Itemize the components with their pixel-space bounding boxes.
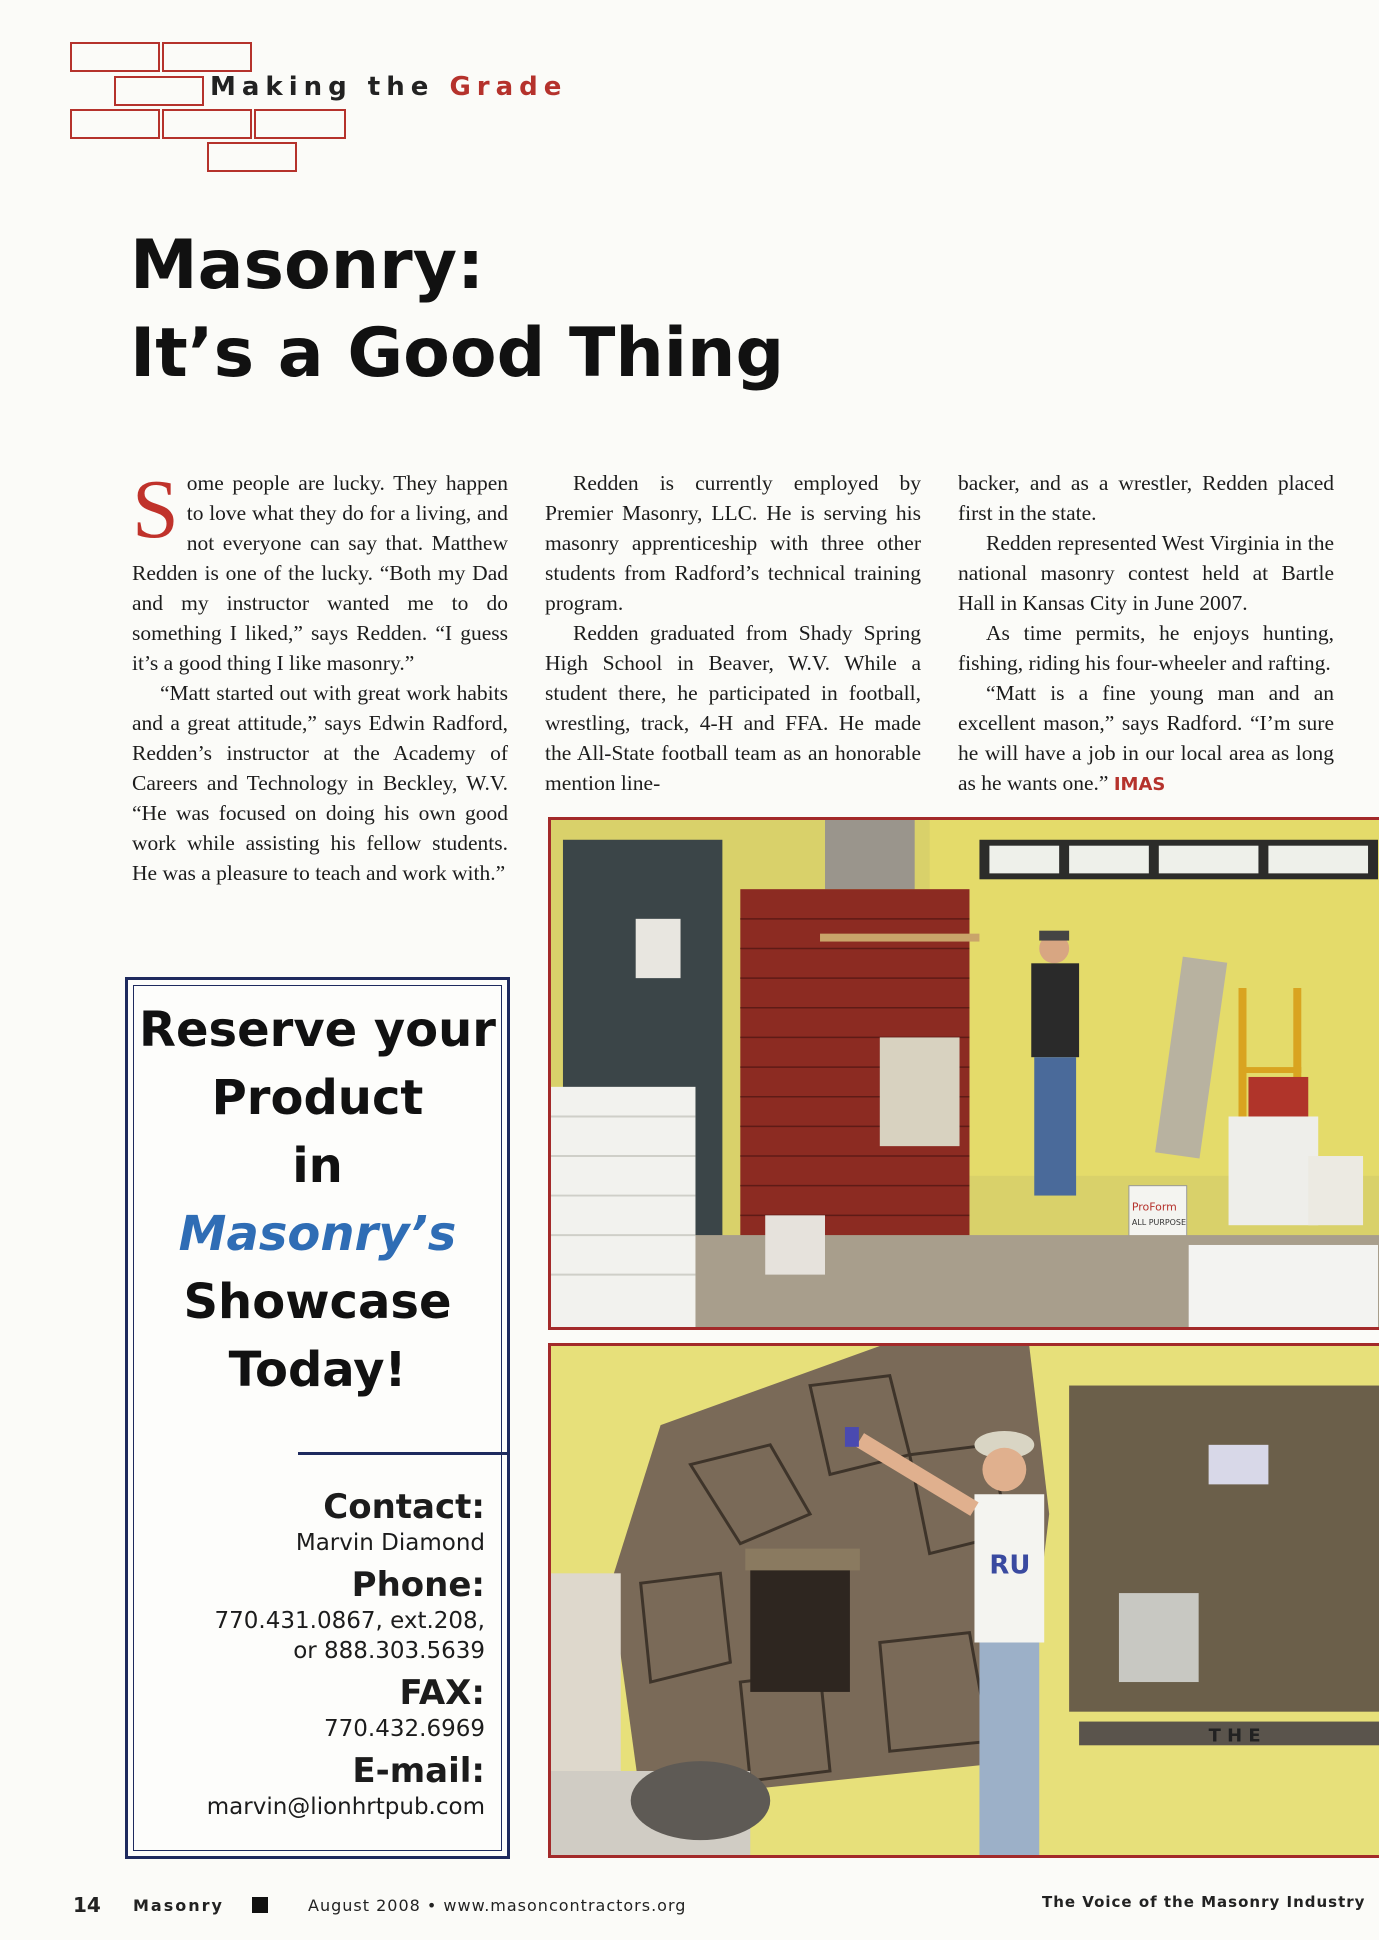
section-label	[210, 72, 567, 102]
article-paragraph: “Matt started out with great work habits and a great attitude,” says Edwin Radford, Redden’s instructor at the Academy of Careers and Technology in Beckley, W.V. “He was focused on doing his own good work while assisting his fellow students. He was a pleasure to teach and work with.”	[132, 681, 508, 885]
article-paragraph	[132, 463, 508, 678]
phone-number-alt: or 888.303.5639	[293, 1638, 485, 1664]
logo-brick	[114, 76, 204, 106]
ad-divider	[298, 1452, 510, 1455]
fax-label: FAX:	[399, 1673, 485, 1713]
drop-cap: S	[132, 463, 179, 556]
article-paragraph: Redden graduated from Shady Spring High School in Beaver, W.V. While a student there, he participated in football, wrestling, track, 4-H and FFA. He made the All-State football team as an honorable mention line-	[545, 621, 921, 795]
logo-brick	[70, 109, 160, 139]
ad-headline	[128, 996, 507, 1404]
section-label-prefix: Making the	[210, 72, 435, 102]
article-column-3	[958, 468, 1334, 800]
magazine-name: Masonry	[133, 1896, 224, 1915]
bucket-label: ProForm	[1131, 1200, 1177, 1214]
article-paragraph: As time permits, he enjoys hunting, fishing, riding his four-wheeler and rafting.	[958, 621, 1334, 675]
article-title-line2: It’s a Good Thing	[130, 314, 785, 393]
logo-brick	[254, 109, 346, 139]
phone-label: Phone:	[351, 1565, 485, 1605]
article-title-line1: Masonry:	[130, 226, 485, 305]
ad-headline-line: Today!	[228, 1342, 407, 1398]
logo-brick	[207, 142, 297, 172]
section-label-accent: Grade	[449, 72, 568, 102]
phone-number: 770.431.0867, ext.208,	[214, 1608, 485, 1634]
paragraph-text: “Matt is a fine young man and an excellent mason,” says Radford. “I’m sure he will have a job in our local area as long as he wants one.”	[958, 681, 1334, 795]
bucket-label-sub: ALL PURPOSE	[1131, 1218, 1187, 1228]
ad-headline-brand: Masonry’s	[178, 1206, 457, 1262]
ad-headline-line: Reserve your	[139, 1002, 496, 1058]
photo-brick-fireplace	[548, 817, 1379, 1330]
email-address: marvin@lionhrtpub.com	[206, 1794, 485, 1820]
ad-contact-block	[207, 1480, 485, 1822]
photo-brick-fireplace-image	[551, 820, 1379, 1327]
fax-number: 770.432.6969	[324, 1716, 485, 1742]
article-column-1	[132, 463, 508, 888]
logo-brick	[162, 42, 252, 72]
ad-headline-line: Showcase	[183, 1274, 452, 1330]
footer-square-icon	[252, 1897, 268, 1913]
photo-stone-fireplace	[548, 1343, 1379, 1858]
article-title	[130, 222, 784, 398]
logo-brick	[162, 109, 252, 139]
logo-brick	[70, 42, 160, 72]
article-paragraph: Redden represented West Virginia in the national masonry contest held at Bartle Hall in Kansas City in June 2007.	[958, 531, 1334, 615]
ad-headline-line: Product	[211, 1070, 424, 1126]
article-column-2	[545, 468, 921, 798]
issue-info: August 2008 • www.masoncontractors.org	[308, 1896, 687, 1915]
showcase-ad	[125, 977, 510, 1859]
end-mark: IMAS	[1113, 774, 1166, 795]
photo-sign-text: T H E	[1208, 1725, 1261, 1747]
article-paragraph: backer, and as a wrestler, Redden placed first in the state.	[958, 471, 1334, 525]
paragraph-text: ome people are lucky. They happen to love what they do for a living, and not everyone can say that. Matthew Redden is one of the lucky. “Both my Dad and my instructor wanted me to do something I liked,” says Redden. “I guess it’s a good thing I like masonry.”	[132, 471, 508, 675]
shirt-logo: RU	[989, 1550, 1031, 1581]
magazine-tagline: The Voice of the Masonry Industry	[1042, 1893, 1366, 1911]
contact-label: Contact:	[323, 1487, 485, 1527]
contact-name: Marvin Diamond	[295, 1530, 485, 1556]
article-paragraph: Redden is currently employed by Premier Masonry, LLC. He is serving his masonry apprenticeship with three other students from Radford’s technical training program.	[545, 471, 921, 615]
email-label: E-mail:	[352, 1751, 485, 1791]
ad-headline-line: in	[292, 1138, 343, 1194]
photo-stone-fireplace-image	[551, 1346, 1379, 1855]
article-paragraph	[958, 678, 1334, 800]
page-number: 14	[73, 1893, 101, 1917]
